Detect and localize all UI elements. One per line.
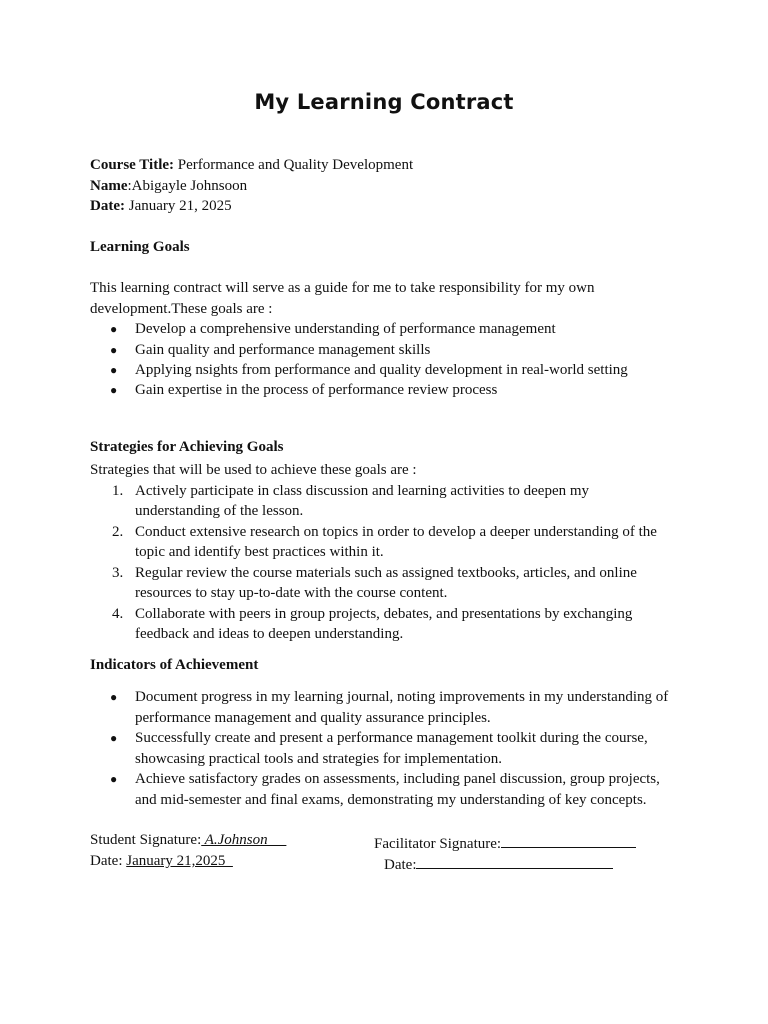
document-title: My Learning Contract <box>254 90 514 114</box>
indicators-list <box>90 687 690 810</box>
student-date <box>90 853 233 870</box>
signature-row <box>90 832 710 853</box>
date-value: January 21, 2025 <box>124 198 232 214</box>
list-item: ● Document progress in my learning journal, noting improvements in my understanding of performance management and quality assurance principles. <box>110 689 669 726</box>
name-value: :Abigayle Johnsoon <box>127 177 248 194</box>
strategies-heading: Strategies for Achieving Goals <box>90 439 284 455</box>
goals-intro-line1: This learning contract will serve as a guide for me to take responsibility for my own <box>90 280 595 296</box>
bullet-icon: ● <box>110 382 118 397</box>
list-item: ● Develop a comprehensive understanding of performance management <box>90 319 690 340</box>
strategies-list <box>90 481 690 645</box>
list-item: ● Gain expertise in the process of performance review process <box>110 381 498 398</box>
facilitator-date-label: Date: <box>384 857 417 873</box>
list-item: 4. Collaborate with peers in group projects, debates, and presentations by exchanging feedback and ideas to deepen understanding. <box>112 605 633 642</box>
goals-intro-line2: development.These goals are : <box>90 300 273 317</box>
course-title-value: Performance and Quality Development <box>174 157 414 173</box>
list-item: 1. Actively participate in class discussion and learning activities to deepen my understanding of the lesson. <box>112 482 590 519</box>
student-date-label: Date: <box>90 853 127 869</box>
facilitator-signature <box>374 832 636 853</box>
bullet-icon: ● <box>110 772 118 786</box>
list-item: ● Achieve satisfactory grades on assessments, including panel discussion, group projects, and mid-semester and final exams, demonstrating my understanding of key concepts. <box>110 771 660 808</box>
facilitator-date <box>384 853 613 874</box>
signature-date-row <box>90 853 710 874</box>
bullet-icon: ● <box>110 342 118 357</box>
strategies-intro: Strategies that will be used to achieve these goals are : <box>90 462 417 478</box>
facilitator-date-line <box>416 853 613 869</box>
student-signature-value: A.Johnson <box>201 832 287 848</box>
course-info <box>90 155 690 217</box>
course-title-line <box>90 155 690 176</box>
goals-list <box>90 319 690 399</box>
facilitator-signature-label: Facilitator Signature: <box>374 836 502 852</box>
strategies-section <box>90 460 690 645</box>
student-signature <box>90 832 286 849</box>
bullet-icon: ● <box>110 322 118 336</box>
learning-goals-section <box>90 278 690 399</box>
list-item: 2. Conduct extensive research on topics in order to develop a deeper understanding of the topic and identify best practices within it. <box>112 523 657 560</box>
facilitator-signature-line <box>501 832 636 848</box>
student-date-value: January 21,2025 <box>126 853 233 869</box>
list-item: ● Gain quality and performance management skills <box>90 340 690 361</box>
learning-goals-heading: Learning Goals <box>90 239 190 255</box>
name-label: Name <box>90 177 128 194</box>
course-title-label: Course Title: <box>90 157 175 173</box>
list-item: ● Successfully create and present a performance management toolkit during the course, showcasing practical tools and strategies for implementation. <box>110 730 648 767</box>
list-item: 3. Regular review the course materials such as assigned textbooks, articles, and online resources to stay up-to-date with the course content. <box>112 564 637 601</box>
indicators-heading: Indicators of Achievement <box>90 657 259 673</box>
bullet-icon: ● <box>110 363 118 377</box>
date-label: Date: <box>90 198 125 214</box>
indicators-section <box>90 687 690 810</box>
list-item: ● Applying nsights from performance and quality development in real-world setting <box>90 360 690 381</box>
bullet-icon: ● <box>110 690 118 704</box>
student-signature-label: Student Signature: <box>90 832 202 848</box>
bullet-icon: ● <box>110 731 118 745</box>
name-line <box>90 176 690 197</box>
date-line <box>90 196 690 217</box>
